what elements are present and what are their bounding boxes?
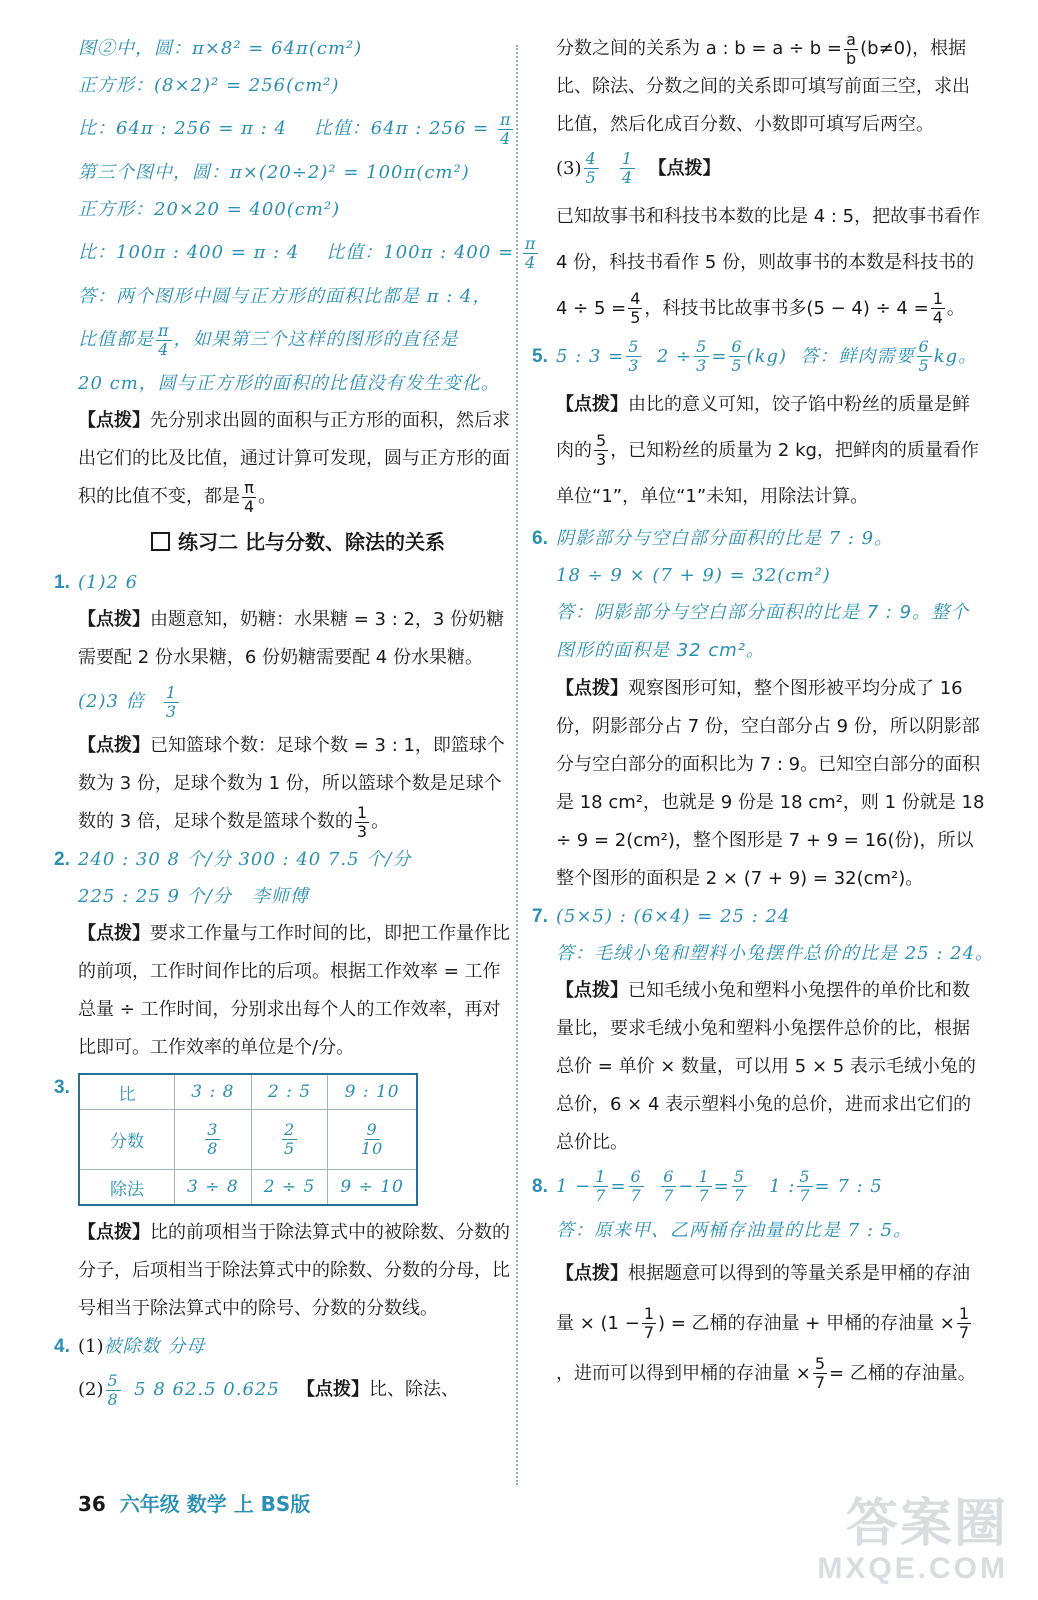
numerator: 5 <box>733 1167 745 1186</box>
denominator: 3 <box>165 701 178 721</box>
fraction <box>844 31 858 68</box>
fraction <box>629 1168 644 1205</box>
numerator: 4 <box>585 149 597 168</box>
fraction <box>797 1168 812 1205</box>
fraction <box>628 290 642 327</box>
answer-text <box>556 337 978 375</box>
answer-text: 5 8 62.5 0.625 <box>134 1379 280 1400</box>
q3-block <box>54 1073 518 1206</box>
r3-answer <box>556 144 986 194</box>
question-number: 4. <box>54 1336 70 1357</box>
table-cell <box>328 1110 417 1170</box>
numerator: π <box>524 233 537 253</box>
expr: = <box>610 1175 627 1197</box>
footer-text: 六年级 数学 上 BS版 <box>119 1492 311 1516</box>
denominator: 4 <box>158 339 170 359</box>
q6-answer: 答：阴影部分与空白部分面积的比是 7 : 9。整个图形的面积是 32 cm²。 <box>556 601 970 661</box>
fraction <box>164 684 179 721</box>
tip-label: 【点拨】 <box>78 735 150 756</box>
denominator: 4 <box>621 168 634 187</box>
table-cell: 9 : 10 <box>328 1074 417 1110</box>
q7-answer: 答：毛绒小兔和塑料小兔摆件总价的比是 25 : 24。 <box>556 942 995 964</box>
tip-text: 比的前项相当于除法算式中的被除数、分数的分子，后项相当于除法算式中的除数、分数的分母，比号相当于除法算式中的除号、分数的分数线。 <box>78 1222 510 1319</box>
denominator: 7 <box>799 1186 811 1205</box>
answer-text <box>556 1167 883 1205</box>
tip-label: 【点拨】 <box>78 1222 150 1243</box>
q1-part1 <box>54 564 518 601</box>
ratio-value-text: 比值：64π : 256 = <box>313 118 490 139</box>
tip-text: ，进而可以得到甲桶的存油量 × <box>556 1362 811 1384</box>
expr: − <box>678 1175 695 1197</box>
section-title <box>78 522 518 562</box>
denominator: 8 <box>207 1139 219 1158</box>
fraction <box>498 111 514 148</box>
tip-text: 已知篮球个数：足球个数 = 3 : 1，即篮球个数为 3 份，足球个数为 1 份，所以篮球个数是足球个数的 3 倍，足球个数是篮球个数的 <box>78 735 505 832</box>
expr: = <box>711 345 728 367</box>
fraction <box>931 290 945 327</box>
answer-text: (2)3 倍 <box>78 691 145 712</box>
answer-text: 被除数 分母 <box>103 1336 206 1357</box>
question-number: 6. <box>532 527 548 549</box>
table-cell: 3 ÷ 8 <box>175 1170 252 1206</box>
table-row <box>79 1170 417 1206</box>
answer-line-1: 答：两个图形中圆与正方形的面积比都是 π : 4， <box>78 286 492 307</box>
numerator: 6 <box>918 337 930 356</box>
numerator: 6 <box>731 337 743 356</box>
denominator: 7 <box>663 1186 675 1205</box>
tip-label: 【点拨】 <box>78 923 150 944</box>
tip-text: 根据题意可以得到的等量关系是甲桶的存油量 × (1 − <box>556 1262 970 1334</box>
numerator: 1 <box>621 149 634 168</box>
expr: kg。 <box>933 345 978 367</box>
question-number: 5. <box>532 345 548 367</box>
denominator: 5 <box>918 356 930 375</box>
q6-line2: 18 ÷ 9 × (7 + 9) = 32(cm²) <box>556 564 831 586</box>
tip-label: 【点拨】 <box>297 1379 369 1400</box>
numerator: π <box>244 477 254 497</box>
expr: 1 : <box>769 1175 796 1197</box>
denominator: b <box>846 48 857 68</box>
q4-part2 <box>78 1365 518 1415</box>
fraction <box>696 1168 711 1205</box>
table-row <box>79 1110 417 1170</box>
right-column <box>532 29 995 1399</box>
text: 分数之间的关系为 a : b = a ÷ b = <box>556 38 842 59</box>
page-footer <box>78 1488 310 1517</box>
answer-line-3: 20 cm，圆与正方形的面积的比值没有发生变化。 <box>78 373 500 394</box>
part-label: (2) <box>78 1379 104 1400</box>
table-cell: 9 ÷ 10 <box>328 1170 417 1206</box>
expr: = <box>713 1175 730 1197</box>
numerator: 1 <box>165 682 178 702</box>
denominator: 7 <box>643 1323 654 1342</box>
numerator: π <box>158 320 170 340</box>
q7-line1 <box>532 898 986 935</box>
fraction <box>593 1168 608 1205</box>
fraction <box>694 338 709 375</box>
expr: 1 − <box>556 1175 592 1197</box>
tip-label: 【点拨】 <box>556 393 628 415</box>
q2-tip <box>78 915 518 1067</box>
q8-line <box>532 1162 986 1212</box>
answer-text: 225 : 25 9 个/分 <box>78 886 232 907</box>
tip-label: 【点拨】 <box>556 979 628 1001</box>
q1-tip2: 【点拨】已知篮球个数：足球个数 = 3 : 1，即篮球个数为 3 份，足球个数为 1 份，所以篮球个数是足球个数的 3 倍，足球个数是篮球个数的 $\frac{1}{3}$ 。 <box>78 735 505 841</box>
q6-line1 <box>532 520 986 557</box>
r-paragraph: 比、除法、分数之间的关系即可填写前面三空，求出比值，然后化成百分数、小数即可填写后两空。 <box>556 75 970 135</box>
q8-tip <box>556 1249 986 1399</box>
fraction <box>242 479 256 516</box>
answer-text: 比值都是 <box>78 329 154 350</box>
watermark-url: MXQE.COM <box>817 1552 1008 1585</box>
tip-text: 先分别求出圆的面积与正方形的面积，然后求出它们的比及比值，通过计算可发现，圆与正方形的面积的比值不变，都是 <box>78 410 510 507</box>
fraction <box>359 1121 385 1158</box>
denominator: 3 <box>696 356 708 375</box>
r3-tip <box>556 194 986 332</box>
line-square-area: 正方形：(8×2)² = 256(cm²) <box>78 75 340 96</box>
numerator: 5 <box>628 337 640 356</box>
denominator: 4 <box>525 252 537 272</box>
question-number: 2. <box>54 849 70 870</box>
line-circle-area: 图②中，圆：π×8² = 64π(cm²) <box>78 38 363 59</box>
tip-label: 【点拨】 <box>648 157 721 179</box>
denominator: 8 <box>107 1389 119 1409</box>
denominator: 5 <box>283 1139 296 1158</box>
q2-line2 <box>78 878 518 915</box>
answer-text: (5×5) : (6×4) = 25 : 24 <box>556 905 791 927</box>
row-label: 除法 <box>79 1170 175 1206</box>
part-label: (3) <box>556 157 582 179</box>
denominator: 5 <box>731 356 743 375</box>
tip-text: 由题意知，奶糖：水果糖 = 3 : 2，3 份奶糖需要配 2 份水果糖，6 份奶糖需要配 4 份水果糖。 <box>78 609 505 668</box>
tip-text: 已知毛绒小兔和塑料小兔摆件的单价比和数量比，要求毛绒小兔和塑料小兔摆件总价的比，根据总价 = 单价 × 数量，可以用 5 × 5 表示毛绒小兔的总价，6 × 4 表示塑料小兔的总价，进而求出它们的总价比。 <box>556 979 976 1153</box>
numerator: π <box>499 109 512 129</box>
expr: (kg) <box>746 345 788 367</box>
watermark-text: 答案圈 <box>845 1495 1008 1553</box>
tip-label: 【点拨】 <box>78 410 150 431</box>
numerator: 5 <box>107 1370 119 1390</box>
denominator: 3 <box>596 450 607 469</box>
denominator: 7 <box>595 1186 607 1205</box>
fraction <box>626 338 641 375</box>
tip-text: 比、除法、 <box>369 1379 459 1400</box>
numerator: 2 <box>283 1120 296 1139</box>
q6-tip <box>556 670 986 898</box>
tip-text: 观察图形可知，整个图形被平均分成了 16 份，阴影部分占 7 份，空白部分占 9 份，所以阴影部分与空白部分的面积比为 7 : 9。已知空白部分的面积是 18 cm²，也就是 9 份是 18 cm²，则 1 份就是 18 ÷ 9 = 2(cm²)，整个图形是 7 + 9 = 16(份)，所以整个图形的面积是 2 × (7 + 9) = 32(cm²)。 <box>556 677 985 889</box>
tip-text: 已知故事书和科技书本数的比是 4 : 5，把故事书看作 4 份，科技书看作 5 份，则故事书的本数是科技书的 4 ÷ 5 = <box>556 205 981 319</box>
fraction <box>106 1372 121 1409</box>
denominator: 7 <box>630 1186 642 1205</box>
answer-text: ，如果第三个这样的图形的直径是 <box>173 329 459 350</box>
tip-label: 【点拨】 <box>556 677 628 699</box>
denominator: 5 <box>585 168 597 187</box>
denominator: 7 <box>698 1186 710 1205</box>
denominator: 7 <box>733 1186 745 1205</box>
numerator: 5 <box>696 337 708 356</box>
denominator: 3 <box>628 356 640 375</box>
row-label: 比 <box>79 1074 175 1110</box>
denominator: 4 <box>244 496 255 516</box>
tip-text: ，已知粉丝的质量为 2 kg，把鲜肉的质量看作单位“1”，单位“1”未知，用除法计算。 <box>556 439 979 507</box>
tip-text: 要求工作量与工作时间的比，即把工作量作比的前项，工作时间作比的后项。根据工作效率 = 工作总量 ÷ 工作时间，分别求出每个人的工作效率，再对比即可。工作效率的单位是个/分。 <box>78 923 510 1058</box>
row-label: 分数 <box>79 1110 175 1170</box>
denominator: 4 <box>932 308 943 327</box>
numerator: 5 <box>814 1354 825 1373</box>
checkbox-icon <box>151 532 170 551</box>
fraction <box>813 1355 827 1392</box>
numerator: 1 <box>958 1304 970 1323</box>
table-cell: 3 : 8 <box>175 1074 252 1110</box>
q8-answer: 答：原来甲、乙两桶存油量的比是 7 : 5。 <box>556 1219 913 1241</box>
denominator: 4 <box>500 128 512 148</box>
ratio-text: 比：64π : 256 = π : 4 <box>78 118 287 139</box>
numerator: 9 <box>366 1120 378 1139</box>
fraction <box>282 1121 297 1158</box>
q1-tip <box>78 601 518 677</box>
tip-text: 由比的意义可知，饺子馅中粉丝的质量是鲜肉的 <box>556 393 970 461</box>
denominator: 3 <box>356 821 368 841</box>
denominator: 7 <box>814 1373 825 1392</box>
answer-text: (1)2 6 <box>78 572 139 593</box>
table-cell: 2 : 5 <box>251 1074 328 1110</box>
fraction <box>661 1168 676 1205</box>
section-title-text: 练习二 比与分数、除法的关系 <box>178 530 445 554</box>
left-column <box>54 30 537 1415</box>
tip-paragraph: 【点拨】先分别求出圆的面积与正方形的面积，然后求出它们的比及比值，通过计算可发现，圆与正方形的面积的比值不变，都是 $\frac{\pi}{4}$ 。 <box>78 410 510 516</box>
q5-line <box>532 332 986 382</box>
fraction <box>594 432 608 469</box>
numerator: 1 <box>932 289 943 308</box>
watermark-logo <box>817 1496 1008 1586</box>
table-cell <box>251 1110 328 1170</box>
line-third-circle: 第三个图中，圆：π×(20÷2)² = 100π(cm²) <box>78 162 470 183</box>
ratio-text: 比：100π : 400 = π : 4 <box>78 242 300 263</box>
tip-text: ，科技书比故事书多(5 − 4) ÷ 4 = <box>644 297 929 319</box>
fraction <box>355 804 369 841</box>
numerator: 6 <box>630 1167 642 1186</box>
tip-label: 【点拨】 <box>78 609 150 630</box>
table-row <box>79 1074 417 1110</box>
question-number: 3. <box>54 1077 70 1098</box>
q5-tip <box>556 382 986 520</box>
numerator: 1 <box>643 1304 654 1323</box>
expr: 答：鲜肉需要 <box>800 345 915 367</box>
numerator: 1 <box>698 1167 710 1186</box>
tip-text: ) = 乙桶的存油量 + 甲桶的存油量 × <box>658 1312 955 1334</box>
fraction <box>729 338 744 375</box>
denominator: 7 <box>958 1323 970 1342</box>
r-line1 <box>556 30 986 68</box>
numerator: a <box>846 29 856 49</box>
table-cell: 2 ÷ 5 <box>251 1170 328 1206</box>
q3-tip <box>78 1214 518 1328</box>
part-label: (1) <box>78 1336 104 1357</box>
answer-line-2 <box>78 315 518 365</box>
q4-part1 <box>54 1328 518 1365</box>
page-number: 36 <box>78 1492 106 1516</box>
line-ratio <box>78 104 518 154</box>
ratio-value-text: 比值：100π : 400 = <box>326 242 515 263</box>
question-number: 7. <box>532 905 548 927</box>
numerator: 4 <box>630 289 641 308</box>
text: (b≠0)，根据 <box>860 38 967 59</box>
numerator: 3 <box>207 1120 219 1139</box>
fraction <box>917 338 932 375</box>
fraction <box>523 235 539 272</box>
denominator: 5 <box>630 308 641 327</box>
fraction <box>957 1305 971 1342</box>
numerator: 5 <box>596 431 607 450</box>
fraction <box>156 322 172 359</box>
numerator: 1 <box>595 1167 607 1186</box>
fraction <box>620 150 635 187</box>
fraction <box>732 1168 747 1205</box>
question-number: 1. <box>54 572 70 593</box>
expr: 2 ÷ <box>656 345 693 367</box>
line-third-square: 正方形：20×20 = 400(cm²) <box>78 199 341 220</box>
tip-text: 。 <box>946 297 965 319</box>
numerator: 5 <box>799 1167 811 1186</box>
q7-tip <box>556 972 986 1162</box>
numerator: 6 <box>663 1167 675 1186</box>
fraction <box>642 1305 656 1342</box>
q1-part2 <box>78 677 518 727</box>
table-cell <box>175 1110 252 1170</box>
ratio-table <box>78 1073 418 1206</box>
question-number: 8. <box>532 1175 548 1197</box>
expr: 5 : 3 = <box>556 345 625 367</box>
tip-label: 【点拨】 <box>556 1262 628 1284</box>
denominator: 10 <box>360 1139 384 1158</box>
line-third-ratio <box>78 228 537 278</box>
expr: = 7 : 5 <box>814 1175 883 1197</box>
answer-text: 240 : 30 8 个/分 300 : 40 7.5 个/分 <box>78 849 412 870</box>
q2-line1 <box>54 841 518 878</box>
fraction <box>584 150 599 187</box>
fraction <box>205 1121 220 1158</box>
tip-text: = 乙桶的存油量。 <box>829 1362 976 1384</box>
numerator: 1 <box>356 802 368 822</box>
answer-text: 李师傅 <box>251 886 309 907</box>
answer-text: 阴影部分与空白部分面积的比是 7 : 9。 <box>556 527 894 549</box>
